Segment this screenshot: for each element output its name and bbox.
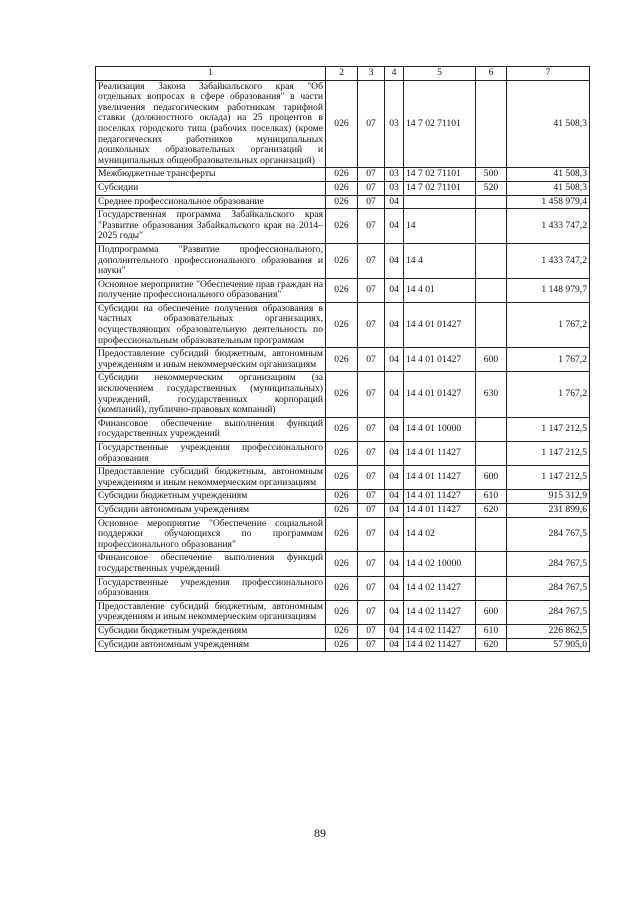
table-row [96,503,590,517]
row-expense-type [476,302,507,347]
row-target-article: 14 4 01 01427 [404,302,476,347]
row-name: Межбюджетные трансферты [96,168,326,182]
row-amount: 1 147 212,5 [507,466,590,490]
row-amount: 1 147 212,5 [507,442,590,466]
row-ministry-code: 026 [326,552,358,576]
table-row [96,168,590,182]
table-row [96,181,590,195]
row-section: 07 [358,600,385,624]
row-amount: 284 767,5 [507,600,590,624]
row-section: 07 [358,624,385,638]
row-amount: 231 899,6 [507,503,590,517]
row-section: 07 [358,576,385,600]
row-amount: 41 508,3 [507,80,590,168]
row-target-article: 14 4 01 11427 [404,490,476,504]
row-expense-type [476,576,507,600]
row-name: Подпрограмма "Развитие профессионального, дополнительного профессионального образования и науки" [96,243,326,278]
row-name: Основное мероприятие "Обеспечение социальной поддержки обучающихся по программам профессионального образования" [96,517,326,552]
table-row [96,243,590,278]
row-subsection: 03 [385,168,404,182]
row-target-article: 14 4 01 01427 [404,372,476,417]
row-amount: 41 508,3 [507,181,590,195]
row-section: 07 [358,302,385,347]
row-target-article: 14 4 01 10000 [404,417,476,441]
row-target-article: 14 4 02 11427 [404,576,476,600]
row-subsection: 04 [385,372,404,417]
column-header-2: 2 [326,67,358,81]
row-target-article: 14 4 01 11427 [404,442,476,466]
row-amount: 284 767,5 [507,552,590,576]
row-amount: 1 147 212,5 [507,417,590,441]
row-ministry-code: 026 [326,209,358,244]
row-amount: 226 862,5 [507,624,590,638]
row-ministry-code: 026 [326,181,358,195]
row-subsection: 04 [385,503,404,517]
row-ministry-code: 026 [326,168,358,182]
row-ministry-code: 026 [326,466,358,490]
row-ministry-code: 026 [326,600,358,624]
row-section: 07 [358,517,385,552]
row-amount: 57 905,0 [507,638,590,652]
row-subsection: 03 [385,80,404,168]
row-name: Среднее профессиональное образование [96,195,326,209]
row-amount: 1 767,2 [507,348,590,372]
table-row [96,638,590,652]
row-name: Субсидии [96,181,326,195]
row-expense-type [476,417,507,441]
row-target-article: 14 4 [404,243,476,278]
row-section: 07 [358,243,385,278]
column-header-1: 1 [96,67,326,81]
row-section: 07 [358,552,385,576]
row-ministry-code: 026 [326,278,358,302]
row-target-article: 14 7 02 71101 [404,80,476,168]
row-subsection: 04 [385,348,404,372]
row-expense-type: 610 [476,490,507,504]
row-target-article: 14 4 01 11427 [404,503,476,517]
row-subsection: 04 [385,552,404,576]
row-ministry-code: 026 [326,372,358,417]
row-target-article: 14 [404,209,476,244]
row-section: 07 [358,442,385,466]
column-header-3: 3 [358,67,385,81]
row-name: Финансовое обеспечение выполнения функций государственных учреждений [96,552,326,576]
table-row [96,466,590,490]
table-body [96,80,590,652]
page-number: 89 [314,826,326,840]
row-expense-type: 620 [476,503,507,517]
row-name: Основное мероприятие "Обеспечение прав граждан на получение профессионального образования" [96,278,326,302]
row-name: Государственные учреждения профессионального образования [96,442,326,466]
row-ministry-code: 026 [326,576,358,600]
row-amount: 1 767,2 [507,302,590,347]
row-subsection: 04 [385,442,404,466]
table-row [96,517,590,552]
row-ministry-code: 026 [326,195,358,209]
row-expense-type [476,243,507,278]
row-expense-type [476,278,507,302]
row-expense-type: 600 [476,600,507,624]
column-header-4: 4 [385,67,404,81]
row-expense-type: 630 [476,372,507,417]
row-target-article: 14 7 02 71101 [404,168,476,182]
row-subsection: 04 [385,209,404,244]
row-ministry-code: 026 [326,348,358,372]
row-expense-type: 610 [476,624,507,638]
row-subsection: 03 [385,181,404,195]
row-target-article: 14 4 02 [404,517,476,552]
row-section: 07 [358,195,385,209]
row-amount: 41 508,3 [507,168,590,182]
table-row [96,348,590,372]
table-row [96,417,590,441]
column-header-5: 5 [404,67,476,81]
row-target-article: 14 4 01 01427 [404,348,476,372]
table-row [96,442,590,466]
row-name: Субсидии автономным учреждениям [96,503,326,517]
row-section: 07 [358,417,385,441]
row-subsection: 04 [385,600,404,624]
row-section: 07 [358,372,385,417]
row-expense-type [476,195,507,209]
row-amount: 284 767,5 [507,517,590,552]
row-amount: 1 433 747,2 [507,209,590,244]
row-expense-type: 500 [476,168,507,182]
row-expense-type [476,209,507,244]
row-subsection: 04 [385,490,404,504]
row-subsection: 04 [385,302,404,347]
row-section: 07 [358,503,385,517]
row-subsection: 04 [385,517,404,552]
row-subsection: 04 [385,466,404,490]
row-ministry-code: 026 [326,243,358,278]
row-expense-type: 520 [476,181,507,195]
row-name: Предоставление субсидий бюджетным, автономным учреждениям и иным некоммерческим организациям [96,466,326,490]
table-row [96,80,590,168]
row-target-article [404,195,476,209]
table-row [96,490,590,504]
row-ministry-code: 026 [326,80,358,168]
row-name: Субсидии на обеспечение получения образования в частных образовательных организациях, осуществляющих образовательную деятельность по профессиональным образовательным программам [96,302,326,347]
table-row [96,278,590,302]
row-name: Реализация Закона Забайкальского края "Об отдельных вопросах в сфере образования" в части увеличения педагогическим работникам тарифной ставки (должностного оклада) на 25 процентов в поселках городского типа (рабочих поселках) (кроме педагогических работников муниципальных дошкольных образовательных организаций и муниципальных общеобразовательных организаций) [96,80,326,168]
row-target-article: 14 4 02 11427 [404,624,476,638]
row-ministry-code: 026 [326,302,358,347]
row-ministry-code: 026 [326,442,358,466]
row-amount: 1 458 979,4 [507,195,590,209]
row-amount: 1 433 747,2 [507,243,590,278]
row-amount: 915 312,9 [507,490,590,504]
row-subsection: 04 [385,243,404,278]
row-name: Государственная программа Забайкальского края "Развитие образования Забайкальского края на 2014–2025 годы" [96,209,326,244]
row-ministry-code: 026 [326,490,358,504]
row-expense-type: 600 [476,466,507,490]
row-section: 07 [358,348,385,372]
row-name: Предоставление субсидий бюджетным, автономным учреждениям и иным некоммерческим организациям [96,348,326,372]
row-expense-type [476,442,507,466]
row-section: 07 [358,209,385,244]
row-subsection: 04 [385,624,404,638]
row-target-article: 14 4 02 11427 [404,600,476,624]
row-ministry-code: 026 [326,517,358,552]
row-expense-type: 600 [476,348,507,372]
row-expense-type [476,80,507,168]
row-section: 07 [358,278,385,302]
row-section: 07 [358,638,385,652]
row-amount: 284 767,5 [507,576,590,600]
row-target-article: 14 4 01 11427 [404,466,476,490]
row-name: Финансовое обеспечение выполнения функций государственных учреждений [96,417,326,441]
column-header-7: 7 [507,67,590,81]
row-section: 07 [358,80,385,168]
column-header-6: 6 [476,67,507,81]
table-row [96,372,590,417]
row-subsection: 04 [385,195,404,209]
table-row [96,209,590,244]
row-section: 07 [358,168,385,182]
row-subsection: 04 [385,417,404,441]
row-target-article: 14 4 01 [404,278,476,302]
row-section: 07 [358,490,385,504]
table-row [96,195,590,209]
table-row [96,600,590,624]
row-target-article: 14 4 02 10000 [404,552,476,576]
row-ministry-code: 026 [326,624,358,638]
row-name: Субсидии бюджетным учреждениям [96,490,326,504]
row-subsection: 04 [385,576,404,600]
row-name: Субсидии бюджетным учреждениям [96,624,326,638]
table-row [96,576,590,600]
row-ministry-code: 026 [326,503,358,517]
table-row [96,302,590,347]
row-target-article: 14 4 02 11427 [404,638,476,652]
row-amount: 1 767,2 [507,372,590,417]
row-name: Предоставление субсидий бюджетным, автономным учреждениям и иным некоммерческим организациям [96,600,326,624]
row-name: Государственные учреждения профессионального образования [96,576,326,600]
row-amount: 1 148 979,7 [507,278,590,302]
row-section: 07 [358,181,385,195]
table-header-row [96,67,590,81]
row-expense-type: 620 [476,638,507,652]
row-section: 07 [358,466,385,490]
budget-table [95,66,590,652]
row-name: Субсидии автономным учреждениям [96,638,326,652]
row-subsection: 04 [385,638,404,652]
row-target-article: 14 7 02 71101 [404,181,476,195]
row-ministry-code: 026 [326,417,358,441]
row-name: Субсидии некоммерческим организациям (за исключением государственных (муниципальных) учреждений, государственных корпораций (компаний), публично-правовых компаний) [96,372,326,417]
row-ministry-code: 026 [326,638,358,652]
table-row [96,552,590,576]
row-expense-type [476,552,507,576]
row-expense-type [476,517,507,552]
table-row [96,624,590,638]
row-subsection: 04 [385,278,404,302]
